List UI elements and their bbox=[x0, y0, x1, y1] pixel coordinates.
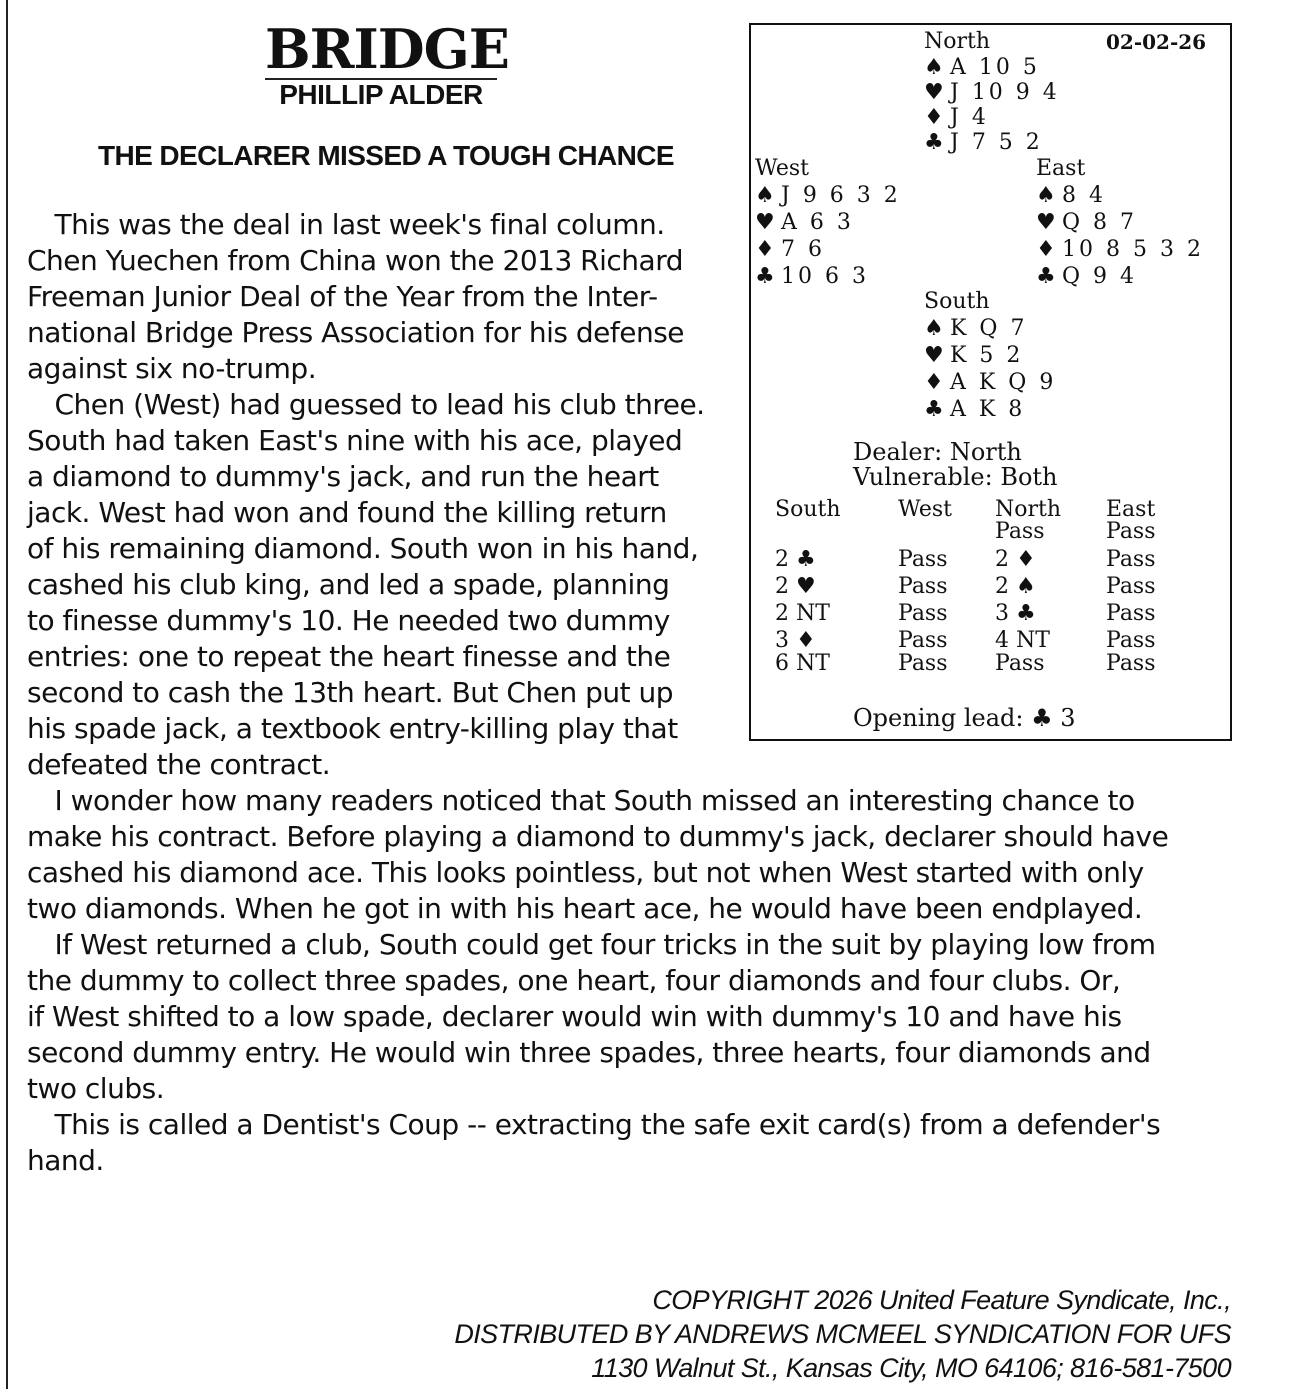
east-diamonds bbox=[1036, 237, 1204, 263]
east-hearts bbox=[1036, 210, 1137, 236]
auction-bid: Pass bbox=[1106, 651, 1156, 676]
heart-icon: ♥ bbox=[924, 343, 947, 368]
body-line: make his contract. Before playing a diamond to dummy's jack, declarer should have bbox=[27, 820, 1169, 853]
east-clubs bbox=[1036, 264, 1137, 290]
body-line: I wonder how many readers noticed that South missed an interesting chance to bbox=[27, 784, 1135, 817]
heart-icon: ♥ bbox=[755, 210, 778, 235]
headline: THE DECLARER MISSED A TOUGH CHANCE bbox=[98, 140, 674, 171]
south-diamonds bbox=[924, 370, 1056, 396]
east-spades bbox=[1036, 183, 1106, 209]
body-line: a diamond to dummy's jack, and run the heart bbox=[27, 460, 659, 493]
west-clubs-cards: 10 6 3 bbox=[781, 264, 869, 289]
column-title: BRIDGE bbox=[265, 17, 509, 81]
body-line: cashed his club king, and led a spade, planning bbox=[27, 568, 670, 601]
credit-line: 1130 Walnut St., Kansas City, MO 64106; 816-581-7500 bbox=[591, 1353, 1231, 1383]
auction-bid: Pass bbox=[1106, 519, 1156, 544]
auction-bid: 3 ♦ bbox=[775, 628, 816, 653]
auction-bid: Pass bbox=[1106, 574, 1156, 599]
north-diamonds bbox=[924, 105, 989, 131]
south-clubs-cards: A K 8 bbox=[950, 397, 1026, 422]
north-spades bbox=[924, 55, 1040, 81]
auction-bid: 2 ♦ bbox=[995, 547, 1036, 572]
south-spades-cards: K Q 7 bbox=[950, 316, 1028, 341]
left-border-rule bbox=[6, 0, 8, 1389]
auction-bid: 6 NT bbox=[775, 651, 830, 676]
north-clubs bbox=[924, 130, 1043, 156]
body-line: second to cash the 13th heart. But Chen put up bbox=[27, 676, 674, 709]
masthead bbox=[265, 17, 509, 110]
auction-bid: Pass bbox=[995, 651, 1045, 676]
spade-icon: ♠ bbox=[755, 183, 778, 208]
body-line: against six no-trump. bbox=[27, 352, 317, 385]
body-line: Chen (West) had guessed to lead his club three. bbox=[27, 388, 705, 421]
diamond-icon: ♦ bbox=[924, 105, 947, 130]
body-line: cashed his diamond ace. This looks pointless, but not when West started with only bbox=[27, 856, 1144, 889]
south-clubs bbox=[924, 397, 1025, 423]
north-label: North bbox=[924, 29, 991, 54]
diamond-icon: ♦ bbox=[755, 237, 778, 262]
north-clubs-cards: J 7 5 2 bbox=[950, 130, 1043, 155]
south-diamonds-cards: A K Q 9 bbox=[950, 370, 1057, 395]
auction-header-north: North bbox=[995, 497, 1062, 522]
body-line: If West returned a club, South could get four tricks in the suit by playing low from bbox=[27, 928, 1156, 961]
body-line: jack. West had won and found the killing return bbox=[27, 496, 667, 529]
auction-bid: Pass bbox=[898, 574, 948, 599]
club-icon: ♣ bbox=[1036, 264, 1059, 289]
auction-bid: 2 ♥ bbox=[775, 574, 816, 599]
auction-bid: Pass bbox=[898, 547, 948, 572]
auction-header-south: South bbox=[775, 497, 841, 522]
west-diamonds-cards: 7 6 bbox=[781, 237, 825, 262]
east-label: East bbox=[1036, 156, 1086, 181]
body-line: his spade jack, a textbook entry-killing play that bbox=[27, 712, 678, 745]
bridge-diagram bbox=[749, 23, 1232, 741]
credit-line: COPYRIGHT 2026 United Feature Syndicate, Inc., bbox=[652, 1285, 1231, 1315]
body-line: South had taken East's nine with his ace, played bbox=[27, 424, 683, 457]
vulnerability-info: Vulnerable: Both bbox=[853, 463, 1058, 491]
opening-lead: Opening lead: ♣ 3 bbox=[853, 704, 1076, 732]
body-line: of his remaining diamond. South won in his hand, bbox=[27, 532, 699, 565]
auction-header-east: East bbox=[1106, 497, 1156, 522]
auction-bid: 2 NT bbox=[775, 601, 830, 626]
auction-bid: 2 ♠ bbox=[995, 574, 1036, 599]
west-spades-cards: J 9 6 3 2 bbox=[781, 183, 901, 208]
west-diamonds bbox=[755, 237, 825, 263]
auction-bid: 4 NT bbox=[995, 628, 1050, 653]
heart-icon: ♥ bbox=[924, 80, 947, 105]
auction-bid: Pass bbox=[898, 601, 948, 626]
auction-bid: Pass bbox=[898, 651, 948, 676]
spade-icon: ♠ bbox=[924, 316, 947, 341]
body-line: national Bridge Press Association for his defense bbox=[27, 316, 685, 349]
auction-bid: 3 ♣ bbox=[995, 601, 1036, 626]
club-icon: ♣ bbox=[924, 130, 947, 155]
east-clubs-cards: Q 9 4 bbox=[1062, 264, 1138, 289]
auction-bid: Pass bbox=[898, 628, 948, 653]
body-line: the dummy to collect three spades, one heart, four diamonds and four clubs. Or, bbox=[27, 964, 1121, 997]
body-line: This is called a Dentist's Coup -- extracting the safe exit card(s) from a defender's bbox=[27, 1108, 1161, 1141]
deal-date: 02-02-26 bbox=[1106, 30, 1207, 54]
auction-bid: Pass bbox=[1106, 628, 1156, 653]
west-clubs bbox=[755, 264, 869, 290]
auction-bid: 2 ♣ bbox=[775, 547, 816, 572]
south-label: South bbox=[924, 289, 990, 314]
column-author: PHILLIP ALDER bbox=[279, 79, 483, 110]
west-spades bbox=[755, 183, 901, 209]
auction-bid: Pass bbox=[1106, 547, 1156, 572]
east-spades-cards: 8 4 bbox=[1062, 183, 1106, 208]
body-line: entries: one to repeat the heart finesse and the bbox=[27, 640, 671, 673]
spade-icon: ♠ bbox=[924, 55, 947, 80]
body-line: second dummy entry. He would win three spades, three hearts, four diamonds and bbox=[27, 1036, 1151, 1069]
body-line: two diamonds. When he got in with his heart ace, he would have been endplayed. bbox=[27, 892, 1143, 925]
diamond-icon: ♦ bbox=[1036, 237, 1059, 262]
south-spades bbox=[924, 316, 1027, 342]
spade-icon: ♠ bbox=[1036, 183, 1059, 208]
body-line: to finesse dummy's 10. He needed two dummy bbox=[27, 604, 670, 637]
auction-bid: Pass bbox=[1106, 601, 1156, 626]
auction-header-west: West bbox=[898, 497, 952, 522]
auction-bid: Pass bbox=[995, 519, 1045, 544]
club-icon: ♣ bbox=[755, 264, 778, 289]
club-icon: ♣ bbox=[924, 397, 947, 422]
north-hearts bbox=[924, 80, 1060, 106]
heart-icon: ♥ bbox=[1036, 210, 1059, 235]
body-line: defeated the contract. bbox=[27, 748, 331, 781]
east-hearts-cards: Q 8 7 bbox=[1062, 210, 1138, 235]
body-line: hand. bbox=[27, 1144, 104, 1177]
diamond-icon: ♦ bbox=[924, 370, 947, 395]
east-diamonds-cards: 10 8 5 3 2 bbox=[1062, 237, 1204, 262]
south-hearts-cards: K 5 2 bbox=[950, 343, 1024, 368]
west-hearts bbox=[755, 210, 854, 236]
west-hearts-cards: A 6 3 bbox=[781, 210, 854, 235]
north-hearts-cards: J 10 9 4 bbox=[950, 80, 1060, 105]
west-label: West bbox=[755, 156, 809, 181]
north-spades-cards: A 10 5 bbox=[950, 55, 1040, 80]
south-hearts bbox=[924, 343, 1023, 369]
body-line: two clubs. bbox=[27, 1072, 165, 1105]
dealer-info: Dealer: North bbox=[853, 438, 1022, 466]
body-line: Freeman Junior Deal of the Year from the Inter- bbox=[27, 280, 658, 313]
body-line: This was the deal in last week's final column. bbox=[27, 208, 665, 241]
credit-line: DISTRIBUTED BY ANDREWS MCMEEL SYNDICATION FOR UFS bbox=[454, 1319, 1231, 1349]
body-line: if West shifted to a low spade, declarer would win with dummy's 10 and have his bbox=[27, 1000, 1122, 1033]
body-line: Chen Yuechen from China won the 2013 Richard bbox=[27, 244, 684, 277]
north-diamonds-cards: J 4 bbox=[950, 105, 989, 130]
